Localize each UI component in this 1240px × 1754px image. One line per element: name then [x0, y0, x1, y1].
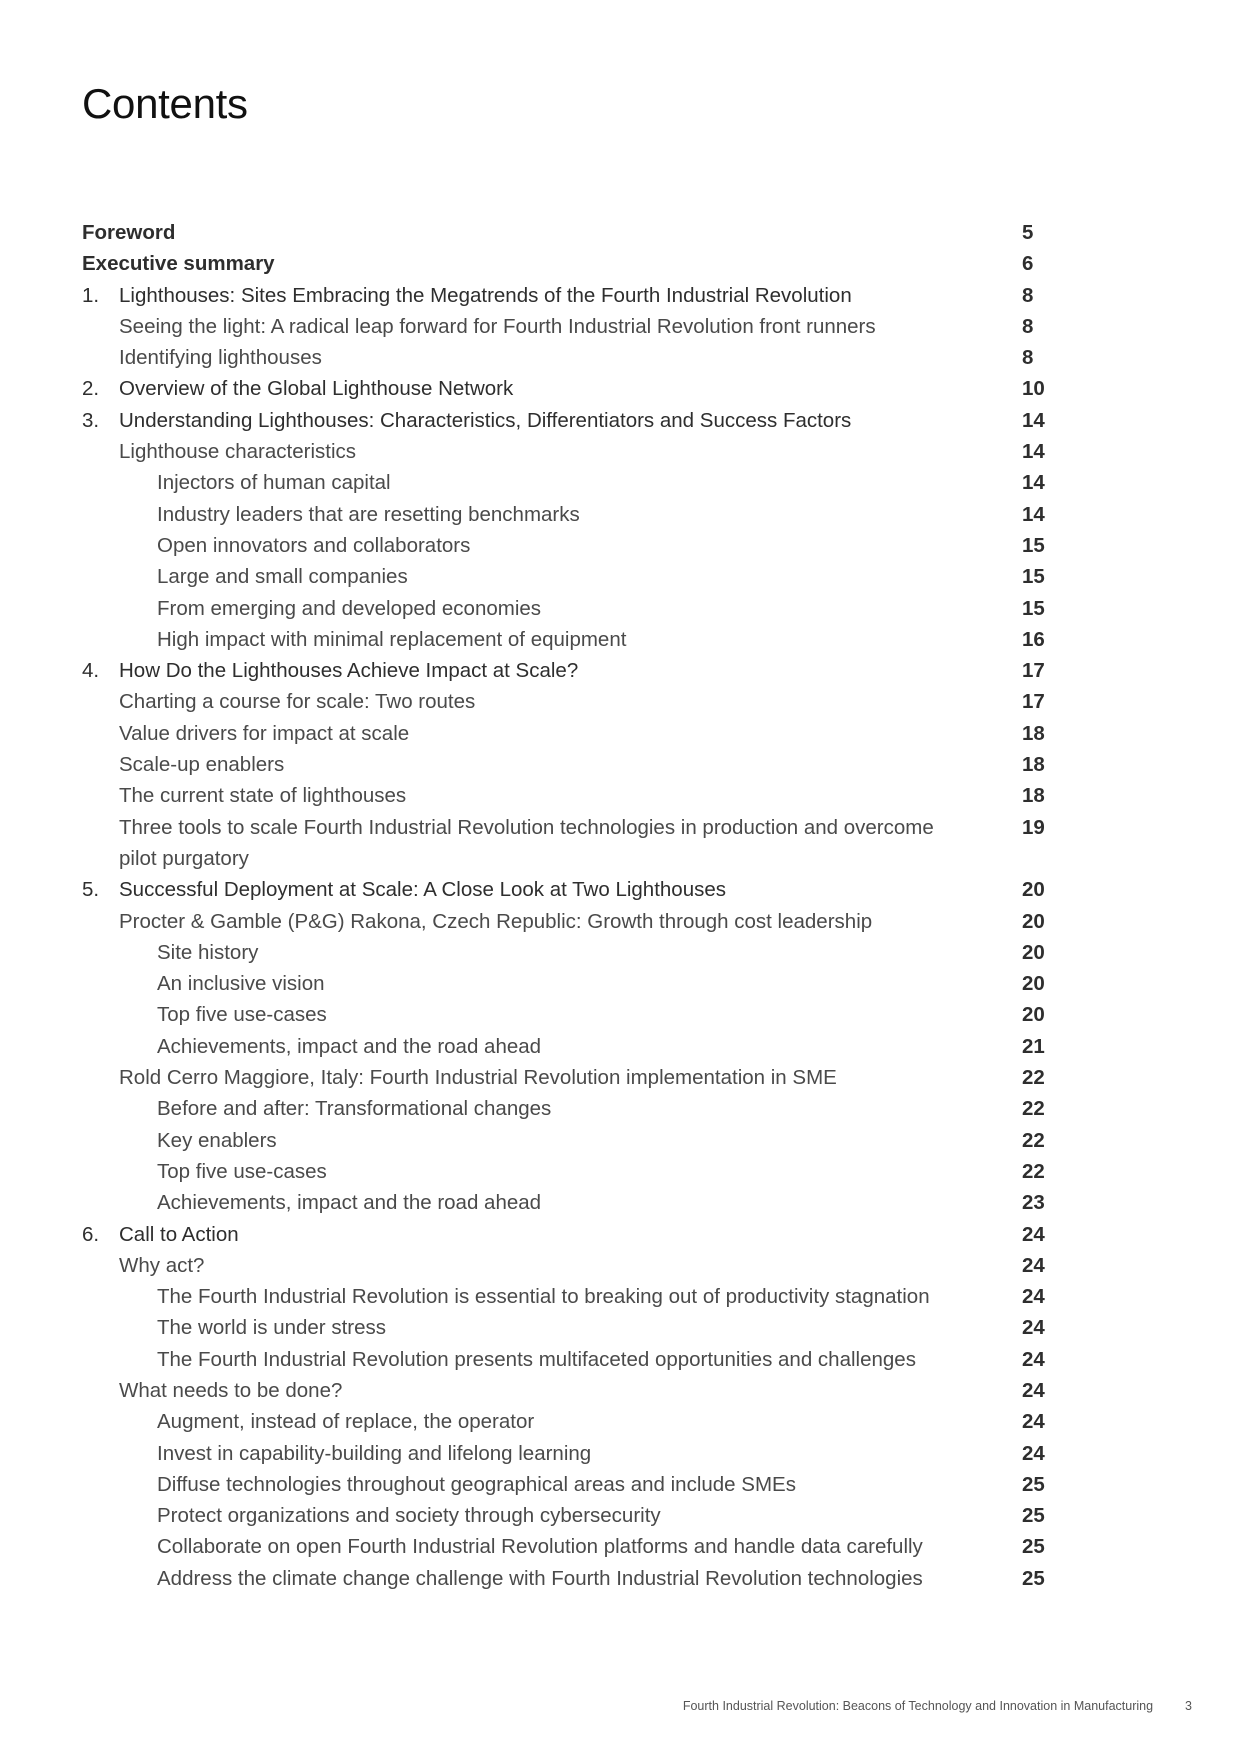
toc-entry-page: 18	[1022, 721, 1045, 745]
toc-entry-number: 6.	[82, 1222, 100, 1246]
toc-entry[interactable]	[82, 780, 1052, 811]
toc-entry-page: 8	[1022, 314, 1034, 338]
toc-entry-title: From emerging and developed economies	[157, 596, 542, 620]
toc-entry[interactable]	[82, 1344, 1052, 1375]
toc-entry-number: 3.	[82, 408, 100, 432]
toc-entry[interactable]	[82, 217, 1052, 248]
toc-entry-page: 22	[1022, 1159, 1045, 1183]
toc-entry[interactable]	[82, 593, 1052, 624]
toc-entry-page: 14	[1022, 502, 1045, 526]
toc-entry[interactable]	[82, 874, 1052, 905]
toc-entry-page: 22	[1022, 1128, 1045, 1152]
toc-entry-page: 16	[1022, 627, 1045, 651]
toc-entry[interactable]	[82, 1469, 1052, 1500]
toc-entry-title: Successful Deployment at Scale: A Close Look at Two Lighthouses	[119, 878, 727, 902]
toc-entry[interactable]	[82, 1375, 1052, 1406]
toc-entry-title: Collaborate on open Fourth Industrial Revolution platforms and handle data carefully	[157, 1535, 923, 1559]
toc-entry-page: 25	[1022, 1504, 1045, 1528]
toc-entry-page: 24	[1022, 1285, 1045, 1309]
toc-entry[interactable]	[82, 248, 1052, 279]
toc-entry[interactable]	[82, 1031, 1052, 1062]
toc-entry-page: 15	[1022, 596, 1045, 620]
toc-entry-title: Key enablers	[157, 1128, 277, 1152]
toc-entry[interactable]	[82, 937, 1052, 968]
toc-entry-title: The Fourth Industrial Revolution presents multifaceted opportunities and challenges	[157, 1347, 916, 1371]
toc-entry-title: An inclusive vision	[157, 972, 325, 996]
toc-entry-title: High impact with minimal replacement of equipment	[157, 627, 627, 651]
toc-entry-title: Lighthouses: Sites Embracing the Megatrends of the Fourth Industrial Revolution	[119, 283, 852, 307]
toc-entry[interactable]	[82, 561, 1052, 592]
toc-entry-title: Injectors of human capital	[157, 471, 391, 495]
toc-entry-title: Industry leaders that are resetting benchmarks	[157, 502, 580, 526]
toc-entry-page: 18	[1022, 753, 1045, 777]
toc-entry[interactable]	[82, 1125, 1052, 1156]
toc-entry-title: Open innovators and collaborators	[157, 533, 471, 557]
toc-entry[interactable]	[82, 1531, 1052, 1562]
toc-entry-title: Why act?	[119, 1253, 205, 1277]
toc-entry-title: How Do the Lighthouses Achieve Impact at Scale?	[119, 659, 579, 683]
toc-entry[interactable]	[82, 280, 1052, 311]
toc-entry-page: 20	[1022, 940, 1045, 964]
toc-entry-page: 23	[1022, 1191, 1045, 1215]
toc-entry-title: Charting a course for scale: Two routes	[119, 690, 476, 714]
toc-entry-title: Rold Cerro Maggiore, Italy: Fourth Industrial Revolution implementation in SME	[119, 1066, 837, 1090]
toc-entry-title: Site history	[157, 940, 259, 964]
toc-entry-number: 1.	[82, 283, 100, 307]
toc-entry[interactable]	[82, 1156, 1052, 1187]
toc-entry-page: 21	[1022, 1034, 1045, 1058]
toc-entry-title: Value drivers for impact at scale	[119, 721, 410, 745]
toc-entry[interactable]	[82, 749, 1052, 780]
toc-entry[interactable]	[82, 530, 1052, 561]
toc-entry[interactable]	[82, 718, 1052, 749]
toc-entry-page: 24	[1022, 1222, 1045, 1246]
toc-entry[interactable]	[82, 1062, 1052, 1093]
toc-entry[interactable]	[82, 906, 1052, 937]
toc-entry-page: 15	[1022, 533, 1045, 557]
toc-entry[interactable]	[82, 655, 1052, 686]
toc-entry-page: 25	[1022, 1472, 1045, 1496]
toc-entry-page: 5	[1022, 221, 1034, 244]
toc-entry[interactable]	[82, 1250, 1052, 1281]
toc-entry-title: Before and after: Transformational changes	[157, 1097, 552, 1121]
toc-entry-number: 5.	[82, 878, 100, 902]
toc-entry-page: 20	[1022, 909, 1045, 933]
footer-page-number: 3	[1185, 1699, 1192, 1713]
toc-entry-title: Call to Action	[119, 1222, 239, 1246]
toc-entry[interactable]	[82, 311, 1052, 342]
toc-entry-title: The world is under stress	[157, 1316, 387, 1340]
toc-entry[interactable]	[82, 1281, 1052, 1312]
toc-entry-page: 6	[1022, 252, 1034, 276]
toc-entry-title: Scale-up enablers	[119, 753, 285, 777]
toc-entry[interactable]	[82, 1438, 1052, 1469]
toc-entry-title: Large and small companies	[157, 565, 408, 589]
toc-entry-title: Top five use-cases	[157, 1159, 327, 1183]
toc-entry-page: 17	[1022, 690, 1045, 714]
toc-entry-title: What needs to be done?	[119, 1378, 343, 1402]
toc-entry-title: Achievements, impact and the road ahead	[157, 1034, 542, 1058]
toc-entry[interactable]	[82, 1563, 1052, 1594]
toc-entry-page: 15	[1022, 565, 1045, 589]
toc-entry-page: 8	[1022, 283, 1034, 307]
toc-entry[interactable]	[82, 405, 1052, 436]
page-footer	[683, 1699, 1192, 1713]
toc-entry-title: Procter & Gamble (P&G) Rakona, Czech Republic: Growth through cost leadership	[119, 909, 873, 933]
toc-entry-title: The Fourth Industrial Revolution is essential to breaking out of productivity stagnation	[157, 1285, 930, 1309]
page-title: Contents	[82, 80, 248, 127]
toc-entry[interactable]	[82, 499, 1052, 530]
toc-entry-title: The current state of lighthouses	[119, 784, 407, 808]
toc-entry[interactable]	[82, 436, 1052, 467]
toc-entry[interactable]	[82, 1093, 1052, 1124]
toc-entry[interactable]	[82, 968, 1052, 999]
toc-entry-page: 18	[1022, 784, 1045, 808]
toc-entry[interactable]	[82, 342, 1052, 373]
toc-entry-page: 20	[1022, 878, 1045, 902]
toc-entry-title: Augment, instead of replace, the operator	[157, 1410, 535, 1434]
toc-entry-page: 8	[1022, 346, 1034, 370]
toc-entry-title: Lighthouse characteristics	[119, 440, 357, 464]
toc-entry-page: 17	[1022, 659, 1045, 683]
toc-entry[interactable]	[82, 1312, 1052, 1343]
toc-entry-page: 14	[1022, 471, 1045, 495]
toc-entry-page: 22	[1022, 1066, 1045, 1090]
toc-entry-title: Overview of the Global Lighthouse Network	[119, 377, 514, 401]
toc-entry-title: Understanding Lighthouses: Characteristics, Differentiators and Success Factors	[119, 408, 852, 432]
toc-entry-page: 25	[1022, 1535, 1045, 1559]
toc-entry-page: 24	[1022, 1316, 1045, 1340]
toc-entry-title: Invest in capability-building and lifelong learning	[157, 1441, 592, 1465]
toc-entry[interactable]	[82, 999, 1052, 1030]
toc-entry-page: 20	[1022, 1003, 1045, 1027]
toc-entry-page: 25	[1022, 1566, 1045, 1590]
toc-entry-page: 24	[1022, 1441, 1045, 1465]
table-of-contents	[82, 217, 1052, 1594]
toc-entry-page: 20	[1022, 972, 1045, 996]
toc-entry-title: Achievements, impact and the road ahead	[157, 1191, 542, 1215]
toc-entry-title: Seeing the light: A radical leap forward for Fourth Industrial Revolution front runners	[119, 314, 876, 338]
toc-entry-number: 2.	[82, 377, 100, 401]
toc-entry-page: 24	[1022, 1253, 1045, 1277]
toc-entry-title: Address the climate change challenge with Fourth Industrial Revolution technologies	[157, 1566, 923, 1590]
toc-entry[interactable]	[82, 1187, 1052, 1218]
toc-entry-page: 22	[1022, 1097, 1045, 1121]
toc-entry[interactable]	[82, 467, 1052, 498]
toc-entry-page: 14	[1022, 440, 1045, 464]
toc-entry-page: 19	[1022, 815, 1045, 839]
toc-entry[interactable]	[82, 812, 1052, 875]
toc-entry-title: Three tools to scale Fourth Industrial Revolution technologies in production and overcome pilot purgatory	[119, 815, 934, 870]
toc-entry[interactable]	[82, 1500, 1052, 1531]
toc-entry[interactable]	[82, 624, 1052, 655]
toc-entry[interactable]	[82, 373, 1052, 404]
toc-entry-page: 24	[1022, 1347, 1045, 1371]
toc-entry-title: Protect organizations and society through cybersecurity	[157, 1504, 661, 1528]
toc-entry-page: 24	[1022, 1410, 1045, 1434]
toc-entry-title: Foreword	[82, 221, 176, 244]
toc-entry[interactable]	[82, 1406, 1052, 1437]
toc-entry[interactable]	[82, 686, 1052, 717]
toc-entry-title: Top five use-cases	[157, 1003, 327, 1027]
toc-entry-number: 4.	[82, 659, 100, 683]
toc-entry-page: 10	[1022, 377, 1045, 401]
toc-entry-title: Identifying lighthouses	[119, 346, 322, 370]
toc-entry-page: 24	[1022, 1378, 1045, 1402]
footer-title: Fourth Industrial Revolution: Beacons of Technology and Innovation in Manufacturing	[682, 1699, 1154, 1713]
toc-entry[interactable]	[82, 1219, 1052, 1250]
toc-entry-title: Diffuse technologies throughout geographical areas and include SMEs	[157, 1472, 796, 1496]
toc-entry-title: Executive summary	[82, 252, 275, 276]
toc-entry-page: 14	[1022, 408, 1045, 432]
